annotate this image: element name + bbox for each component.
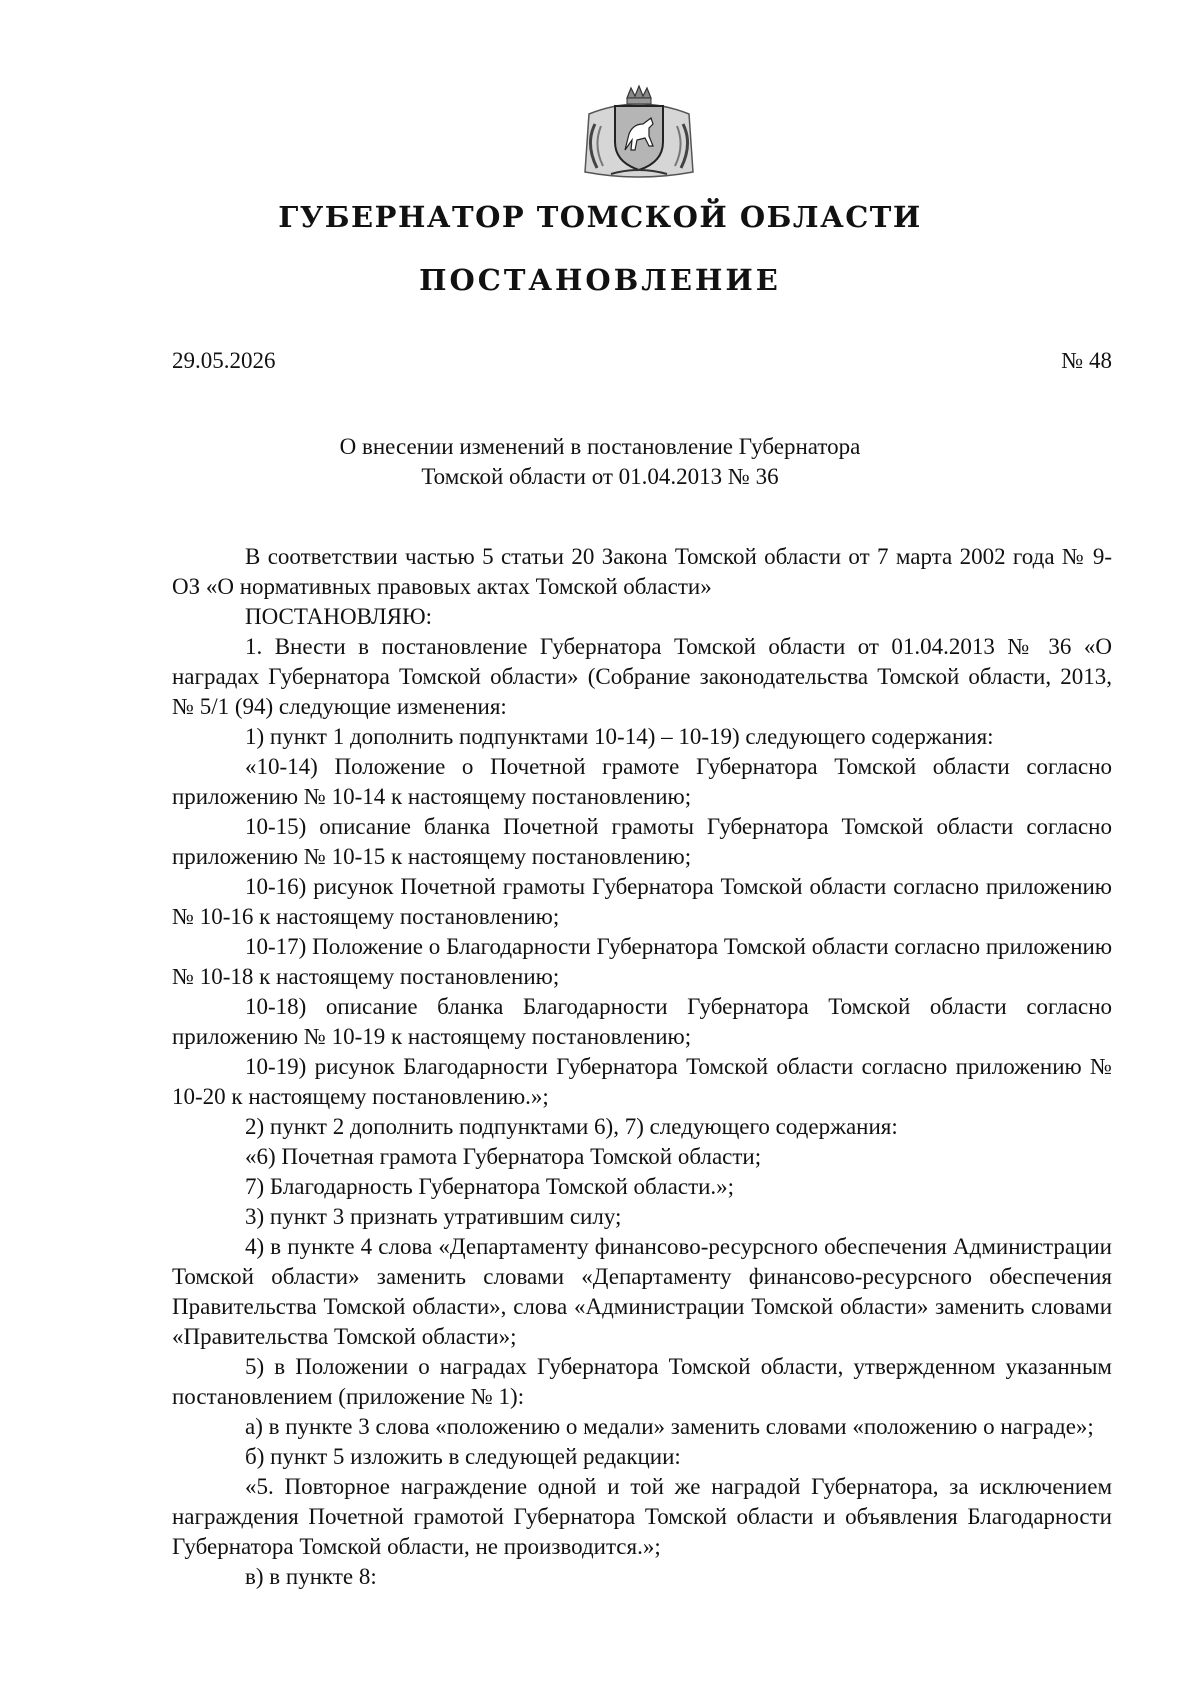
paragraph: б) пункт 5 изложить в следующей редакции: (245, 1444, 681, 1469)
paragraph: 3) пункт 3 признать утратившим силу; (245, 1204, 622, 1229)
paragraph: а) в пункте 3 слова «положению о медали» заменить словами «положению о награде»; (245, 1414, 1094, 1439)
paragraph: ПОСТАНОВЛЯЮ: (245, 604, 433, 629)
paragraph: 10-15) описание бланка Почетной грамоты Губернатора Томской области согласно приложению № 10-15 к настоящему постановлению; (172, 814, 1112, 869)
coat-of-arms-icon (575, 84, 703, 184)
paragraph: 10-19) рисунок Благодарности Губернатора Томской области согласно приложению № 10-20 к настоящему постановлению.»; (172, 1054, 1112, 1109)
paragraph: в) в пункте 8: (245, 1564, 377, 1589)
document-type: ПОСТАНОВЛЕНИЕ (419, 263, 781, 297)
paragraph: 4) в пункте 4 слова «Департаменту финансово-ресурсного обеспечения Администрации Томской области» заменить словами «Департаменту финансово-ресурсного обеспечения Правительства Томской области», слова «Администрации Томской области» заменить словами «Правительства Томской области»; (172, 1234, 1112, 1349)
paragraph: 7) Благодарность Губернатора Томской области.»; (245, 1174, 735, 1199)
paragraph: «5. Повторное награждение одной и той же наградой Губернатора, за исключением награждения Почетной грамотой Губернатора Томской области и объявления Благодарности Губернатора Томской области, не производится.»; (172, 1474, 1112, 1559)
subject-line: Томской области от 01.04.2013 № 36 (421, 464, 779, 489)
paragraph: В соответствии частью 5 статьи 20 Закона Томской области от 7 марта 2002 года № 9-ОЗ «О нормативных правовых актах Томской области» (172, 544, 1112, 599)
governor-title: ГУБЕРНАТОР ТОМСКОЙ ОБЛАСТИ (278, 200, 922, 234)
paragraph: 1) пункт 1 дополнить подпунктами 10-14) – 10-19) следующего содержания: (245, 724, 994, 749)
paragraph: «10-14) Положение о Почетной грамоте Губернатора Томской области согласно приложению № 10-14 к настоящему постановлению; (172, 754, 1112, 809)
document-subject (0, 432, 1200, 492)
document-body (172, 542, 1112, 1592)
document-date: 29.05.2026 (172, 348, 276, 373)
paragraph: «6) Почетная грамота Губернатора Томской области; (245, 1144, 762, 1169)
subject-line: О внесении изменений в постановление Губернатора (339, 434, 861, 459)
paragraph: 1. Внести в постановление Губернатора Томской области от 01.04.2013 № 36 «О наградах Губернатора Томской области» (Собрание законодательства Томской области, 2013, № 5/1 (94) следующие изменения: (172, 634, 1112, 719)
paragraph: 10-18) описание бланка Благодарности Губернатора Томской области согласно приложению № 10-19 к настоящему постановлению; (172, 994, 1112, 1049)
document-number: № 48 (1061, 348, 1112, 373)
paragraph: 5) в Положении о наградах Губернатора Томской области, утвержденном указанным постановлением (приложение № 1): (172, 1354, 1112, 1409)
paragraph: 10-17) Положение о Благодарности Губернатора Томской области согласно приложению № 10-18 к настоящему постановлению; (172, 934, 1112, 989)
paragraph: 2) пункт 2 дополнить подпунктами 6), 7) следующего содержания: (245, 1114, 898, 1139)
paragraph: 10-16) рисунок Почетной грамоты Губернатора Томской области согласно приложению № 10-16 к настоящему постановлению; (172, 874, 1112, 929)
